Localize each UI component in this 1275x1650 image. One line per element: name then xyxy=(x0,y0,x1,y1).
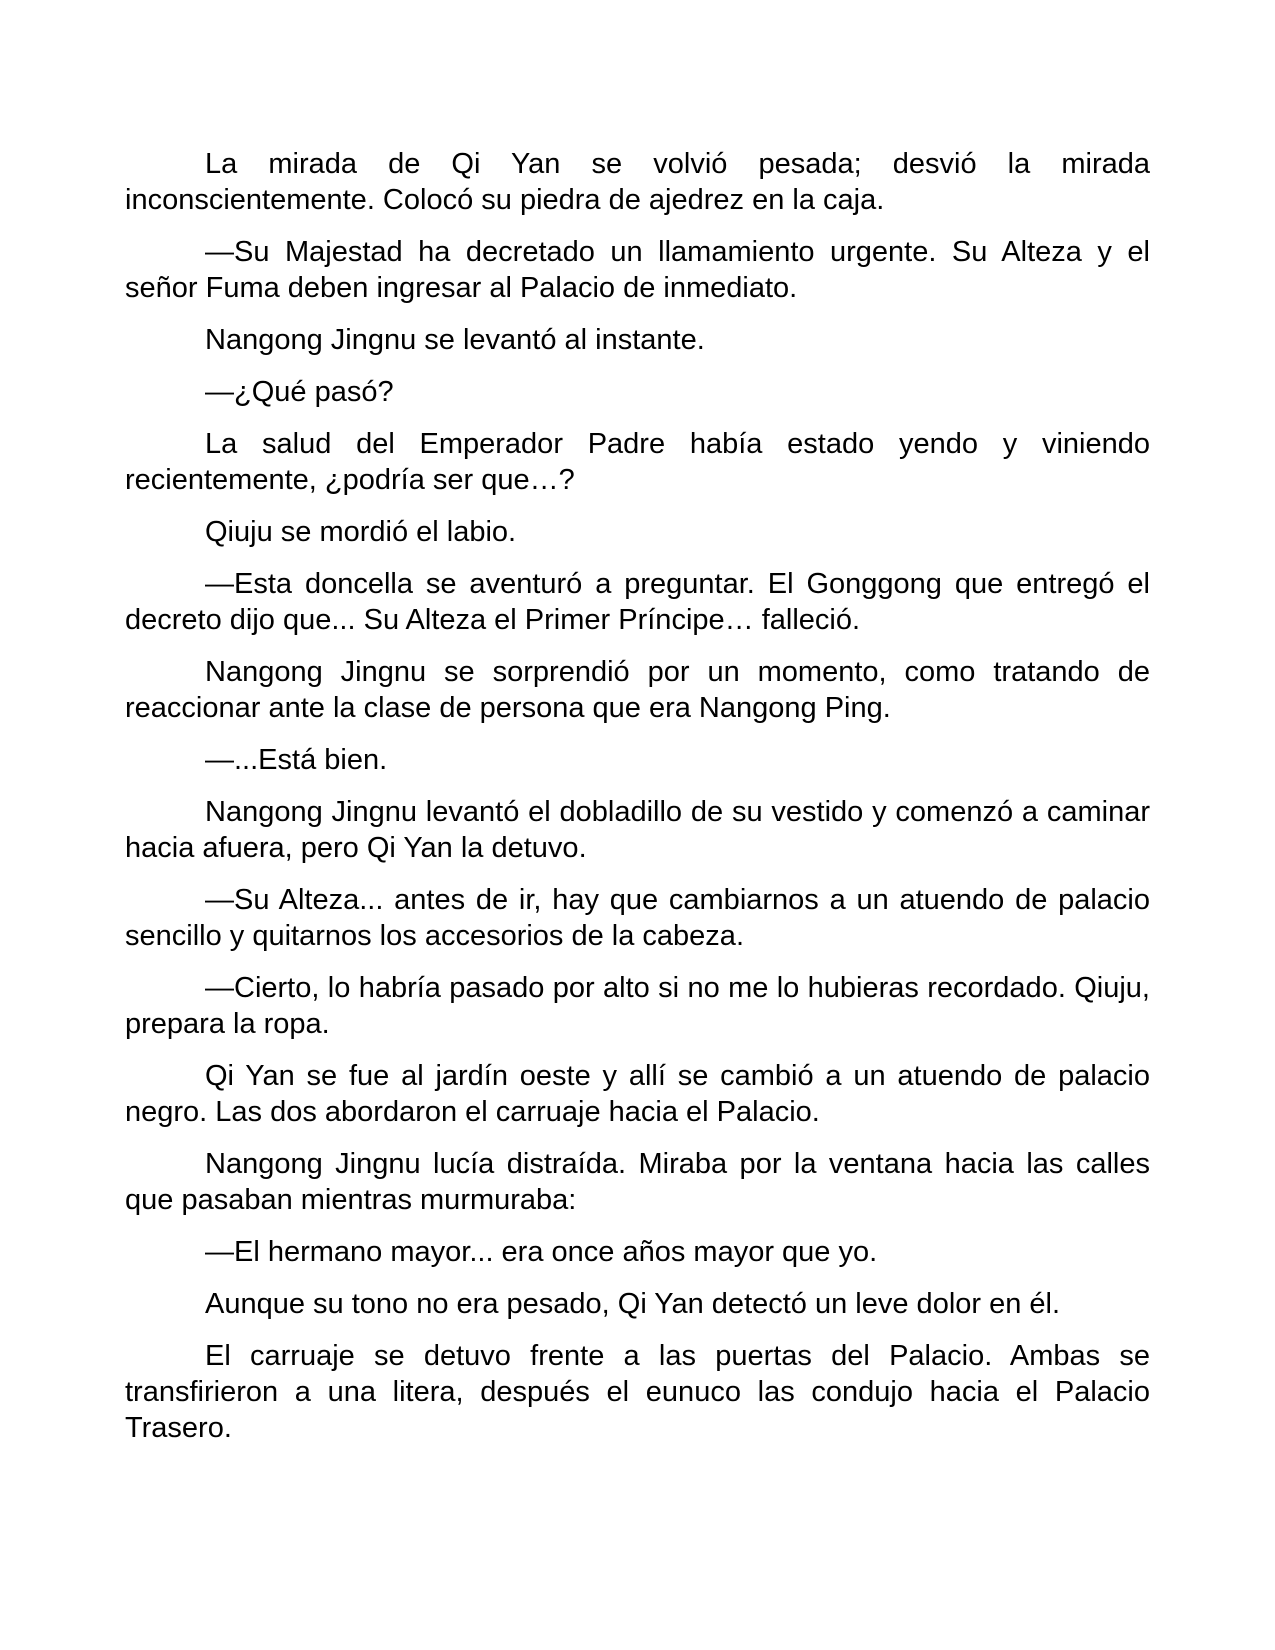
paragraph: Nangong Jingnu se sorprendió por un momento, como tratando de reaccionar ante la clase de persona que era Nangong Ping. xyxy=(125,656,1150,724)
paragraph: Aunque su tono no era pesado, Qi Yan detectó un leve dolor en él. xyxy=(205,1288,1061,1320)
paragraph: Nangong Jingnu lucía distraída. Miraba por la ventana hacia las calles que pasaban mientras murmuraba: xyxy=(125,1148,1150,1216)
paragraph: La salud del Emperador Padre había estado yendo y viniendo recientemente, ¿podría ser que…? xyxy=(125,428,1150,496)
paragraph: —El hermano mayor... era once años mayor que yo. xyxy=(205,1236,878,1268)
paragraph: —Su Alteza... antes de ir, hay que cambiarnos a un atuendo de palacio sencillo y quitarnos los accesorios de la cabeza. xyxy=(125,884,1150,952)
paragraph: Qi Yan se fue al jardín oeste y allí se cambió a un atuendo de palacio negro. Las dos abordaron el carruaje hacia el Palacio. xyxy=(125,1060,1150,1128)
paragraph: —Su Majestad ha decretado un llamamiento urgente. Su Alteza y el señor Fuma deben ingresar al Palacio de inmediato. xyxy=(125,236,1150,304)
paragraph: —...Está bien. xyxy=(205,744,388,776)
paragraph: Nangong Jingnu levantó el dobladillo de su vestido y comenzó a caminar hacia afuera, pero Qi Yan la detuvo. xyxy=(125,796,1150,864)
paragraph: Nangong Jingnu se levantó al instante. xyxy=(205,324,705,356)
paragraph: —Esta doncella se aventuró a preguntar. El Gonggong que entregó el decreto dijo que... Su Alteza el Primer Príncipe… falleció. xyxy=(125,568,1150,636)
document-body xyxy=(125,146,1150,1462)
paragraph: —¿Qué pasó? xyxy=(205,376,394,408)
paragraph: —Cierto, lo habría pasado por alto si no me lo hubieras recordado. Qiuju, prepara la ropa. xyxy=(125,972,1150,1040)
paragraph: La mirada de Qi Yan se volvió pesada; desvió la mirada inconscientemente. Colocó su piedra de ajedrez en la caja. xyxy=(125,148,1150,216)
paragraph: Qiuju se mordió el labio. xyxy=(205,516,517,548)
paragraph: El carruaje se detuvo frente a las puertas del Palacio. Ambas se transfirieron a una litera, después el eunuco las condujo hacia el Palacio Trasero. xyxy=(125,1340,1150,1444)
